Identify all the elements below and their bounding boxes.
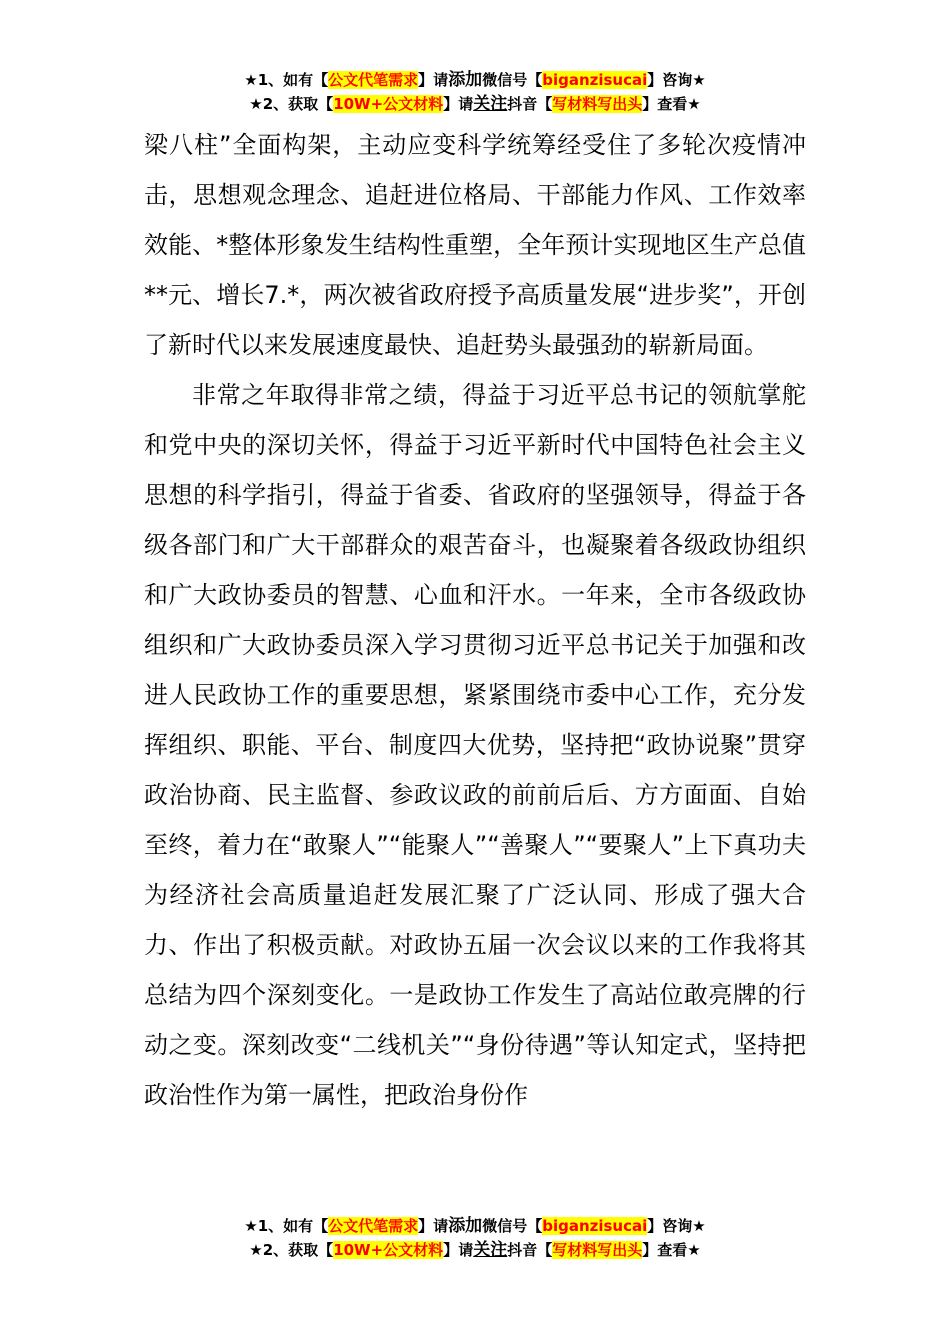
banner-text: ★2、获取【 (249, 95, 334, 113)
banner-highlight-douyin: 写材料写出头 (552, 95, 643, 113)
banner-emphasis: 添加 (448, 70, 483, 90)
header-banner-line-2 (0, 92, 950, 116)
banner-highlight: 公文代笔需求 (328, 1217, 419, 1235)
banner-text: 】查看★ (642, 1241, 701, 1259)
paragraph-1: 梁八柱”全面构架，主动应变科学统筹经受住了多轮次疫情冲击，思想观念理念、追赶进位格局、干部能力作风、工作效率效能、*整体形象发生结构性重塑，全年预计实现地区生产总值**元、增长7.*，两次被省政府授予高质量发展“进步奖”，开创了新时代以来发展速度最快、追赶势头最强劲的崭新局面。 (144, 131, 806, 359)
banner-text: 】咨询★ (647, 71, 706, 89)
banner-text: 】请 (418, 71, 449, 89)
banner-text: 】咨询★ (647, 1217, 706, 1235)
banner-highlight-douyin: 写材料写出头 (552, 1241, 643, 1259)
banner-highlight: 10W+公文材料 (333, 95, 444, 113)
header-banner (0, 68, 950, 116)
banner-highlight: 10W+公文材料 (333, 1241, 444, 1259)
footer-banner-line-2 (0, 1238, 950, 1262)
banner-text: ★2、获取【 (249, 1241, 334, 1259)
banner-highlight-wechat: biganzisucai (542, 1217, 648, 1235)
banner-text: 抖音【 (507, 95, 553, 113)
banner-highlight-wechat: biganzisucai (542, 71, 648, 89)
banner-highlight: 公文代笔需求 (328, 71, 419, 89)
paragraph-2: 非常之年取得非常之绩，得益于习近平总书记的领航掌舵和党中央的深切关怀，得益于习近平新时代中国特色社会主义思想的科学指引，得益于省委、省政府的坚强领导，得益于各级各部门和广大干部群众的艰苦奋斗，也凝聚着各级政协组织和广大政协委员的智慧、心血和汗水。一年来，全市各级政协组织和广大政协委员深入学习贯彻习近平总书记关于加强和改进人民政协工作的重要思想，紧紧围绕市委中心工作，充分发挥组织、职能、平台、制度四大优势，坚持把“政协说聚”贯穿政治协商、民主监督、参政议政的前前后后、方方面面、自始至终，着力在“敢聚人”“能聚人”“善聚人”“要聚人”上下真功夫为经济社会高质量追赶发展汇聚了广泛认同、形成了强大合力、作出了积极贡献。对政协五届一次会议以来的工作我将其总结为四个深刻变化。一是政协工作发生了高站位敢亮牌的行动之变。深刻改变“二线机关”“身份待遇”等认知定式，坚持把政治性作为第一属性，把政治身份作 (144, 381, 806, 1109)
banner-text: 微信号【 (482, 71, 543, 89)
document-body (144, 120, 806, 1120)
header-banner-line-1 (0, 68, 950, 92)
banner-emphasis: 关注 (473, 94, 508, 114)
banner-text: ★1、如有【 (244, 71, 329, 89)
banner-emphasis: 关注 (473, 1240, 508, 1260)
banner-text: ★1、如有【 (244, 1217, 329, 1235)
banner-emphasis: 添加 (448, 1216, 483, 1236)
banner-text: 】请 (443, 1241, 474, 1259)
banner-text: 】查看★ (642, 95, 701, 113)
banner-text: 】请 (443, 95, 474, 113)
footer-banner-line-1 (0, 1214, 950, 1238)
banner-text: 微信号【 (482, 1217, 543, 1235)
banner-text: 】请 (418, 1217, 449, 1235)
banner-text: 抖音【 (507, 1241, 553, 1259)
footer-banner (0, 1214, 950, 1262)
